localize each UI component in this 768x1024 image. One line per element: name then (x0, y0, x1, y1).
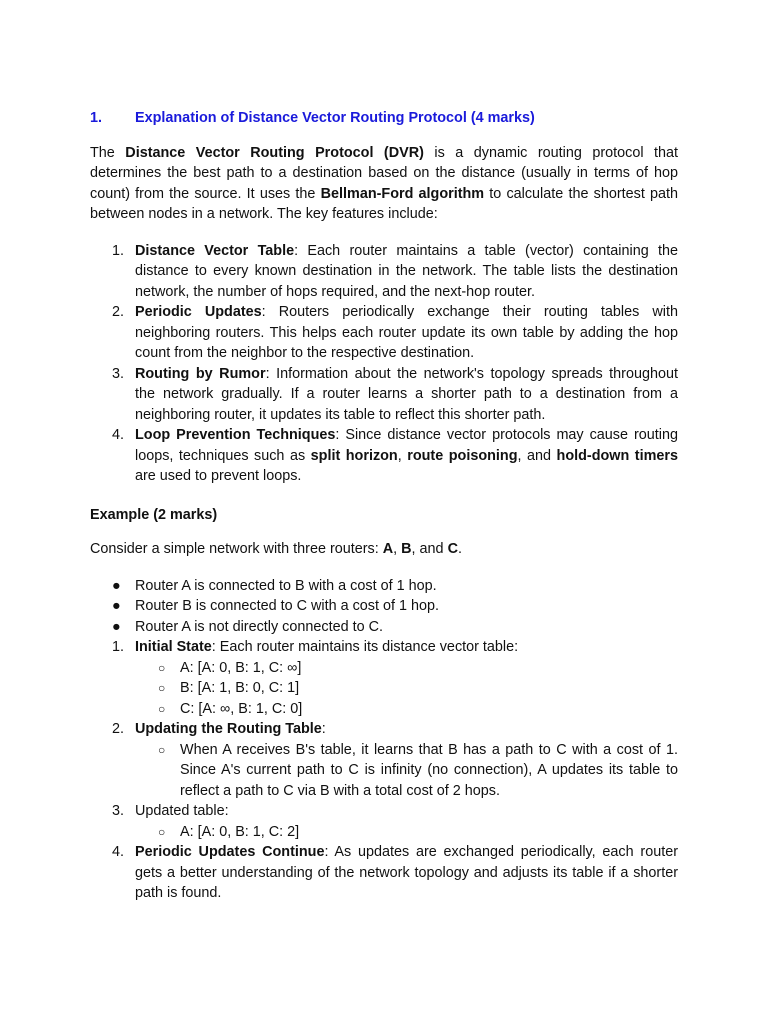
intro-paragraph (90, 143, 678, 225)
step-text: : (321, 721, 326, 737)
feature-text: are used to prevent loops. (135, 468, 302, 484)
step-text: : Each router maintains its distance vector table: (211, 639, 519, 655)
list-marker: 4. (112, 844, 125, 860)
heading-number: 1. (90, 110, 103, 126)
feature-term: Routing by Rumor (135, 365, 266, 382)
list-item (90, 719, 678, 740)
list-marker: 2. (112, 721, 125, 737)
example-title (90, 505, 678, 526)
steps-list (90, 637, 678, 658)
step-term: Periodic Updates Continue (135, 844, 325, 860)
feature-text: : Each router maintains a table (vector) containing the distance to every known destination in the network. The table lists the destination network, the number of hops required, and the next-hop router. (135, 242, 679, 300)
circle-bullet-icon: ○ (158, 824, 166, 839)
list-item (90, 658, 678, 679)
step-term: Updating the Routing Table (135, 721, 322, 737)
list-marker: 3. (112, 803, 125, 819)
bullet-icon: ● (112, 598, 121, 614)
step-term: Initial State (135, 639, 212, 655)
separator: , (393, 541, 402, 557)
bullet-text: Router B is connected to C with a cost of 1 hop. (135, 598, 439, 614)
example-intro-text: Consider a simple network with three routers: (90, 541, 383, 557)
steps-list (90, 801, 678, 822)
step-1-sublist (90, 658, 678, 720)
features-list (90, 241, 678, 487)
bullet-text: Router A is not directly connected to C. (135, 618, 383, 635)
list-item (90, 425, 678, 487)
heading-title: Explanation of Distance Vector Routing Protocol (4 marks) (135, 110, 535, 126)
list-marker: 1. (112, 639, 125, 655)
step-3-sublist (90, 822, 678, 843)
intro-bold-dvr: Distance Vector Routing Protocol (DVR) (125, 144, 424, 161)
feature-term: hold-down timers (556, 447, 678, 464)
feature-term: Periodic Updates (135, 304, 262, 320)
list-item (90, 842, 678, 904)
list-marker: 4. (112, 427, 125, 443)
sub-text: When A receives B's table, it learns that B has a path to C with a cost of 1. Since A's current path to C is infinity (no connection), A updates its table to reflect a path to C via B with a total cost of 2 hops. (180, 741, 678, 799)
intro-text-3: to calculate the shortest path between nodes in a network. The key features include: (90, 185, 678, 222)
section-heading (90, 108, 678, 129)
feature-text: : Since distance vector protocols may cause routing loops, techniques such as (135, 427, 678, 464)
example-title-text: Example (2 marks) (90, 506, 218, 523)
intro-text-2: is a dynamic routing protocol that determines the best path to a destination based on the distance (usually in terms of hop count) from the source. It uses the (90, 144, 679, 202)
document-content (90, 108, 678, 904)
list-item (90, 678, 678, 699)
example-intro (90, 539, 678, 560)
list-item (90, 576, 678, 597)
period: . (457, 541, 462, 557)
feature-term: split horizon (310, 447, 398, 464)
router-c-label: C (447, 541, 458, 557)
list-item (90, 596, 678, 617)
list-item (90, 241, 678, 303)
example-bullets (90, 576, 678, 638)
sub-text: C: [A: ∞, B: 1, C: 0] (180, 700, 303, 717)
list-item (90, 637, 678, 658)
list-item (90, 364, 678, 426)
list-item (90, 302, 678, 364)
feature-term: Distance Vector Table (135, 242, 295, 259)
step-text: : As updates are exchanged periodically, each router gets a better understanding of the network topology and adjusts its table if a shorter path is found. (135, 844, 678, 901)
sub-text: A: [A: 0, B: 1, C: ∞] (180, 659, 302, 676)
bullet-icon: ● (112, 618, 121, 635)
feature-text: , (397, 447, 408, 464)
bullet-icon: ● (112, 577, 121, 594)
feature-text: : Information about the network's topology spreads throughout the network gradually. If a router learns a shorter path to a destination from a neighboring router, it updates its table to reflect this shorter path. (135, 365, 678, 423)
list-item (90, 699, 678, 720)
steps-list (90, 842, 678, 904)
list-marker: 2. (112, 304, 125, 320)
list-marker: 1. (112, 242, 125, 259)
list-item (90, 822, 678, 843)
step-2-sublist (90, 740, 678, 802)
sub-text: A: [A: 0, B: 1, C: 2] (180, 823, 300, 840)
circle-bullet-icon: ○ (158, 660, 166, 675)
feature-text: , and (517, 447, 557, 464)
feature-text: : Routers periodically exchange their routing tables with neighboring routers. This helps each router update its own table by adding the hop count from the neighbor to the respective destination. (135, 304, 678, 361)
sub-text: B: [A: 1, B: 0, C: 1] (180, 680, 300, 696)
feature-term: route poisoning (407, 447, 518, 464)
router-a-label: A (382, 541, 394, 557)
list-item (90, 740, 678, 802)
step-text: Updated table: (135, 803, 229, 819)
separator: , and (411, 541, 448, 557)
circle-bullet-icon: ○ (158, 701, 166, 716)
bullet-text: Router A is connected to B with a cost of 1 hop. (135, 577, 437, 594)
intro-bold-bellman: Bellman-Ford algorithm (320, 185, 485, 202)
circle-bullet-icon: ○ (158, 681, 166, 695)
circle-bullet-icon: ○ (158, 742, 166, 757)
intro-text-1: The (90, 144, 126, 161)
router-b-label: B (401, 541, 412, 557)
feature-term: Loop Prevention Techniques (135, 427, 336, 443)
steps-list (90, 719, 678, 740)
list-item (90, 801, 678, 822)
list-item (90, 617, 678, 638)
list-marker: 3. (112, 365, 125, 382)
